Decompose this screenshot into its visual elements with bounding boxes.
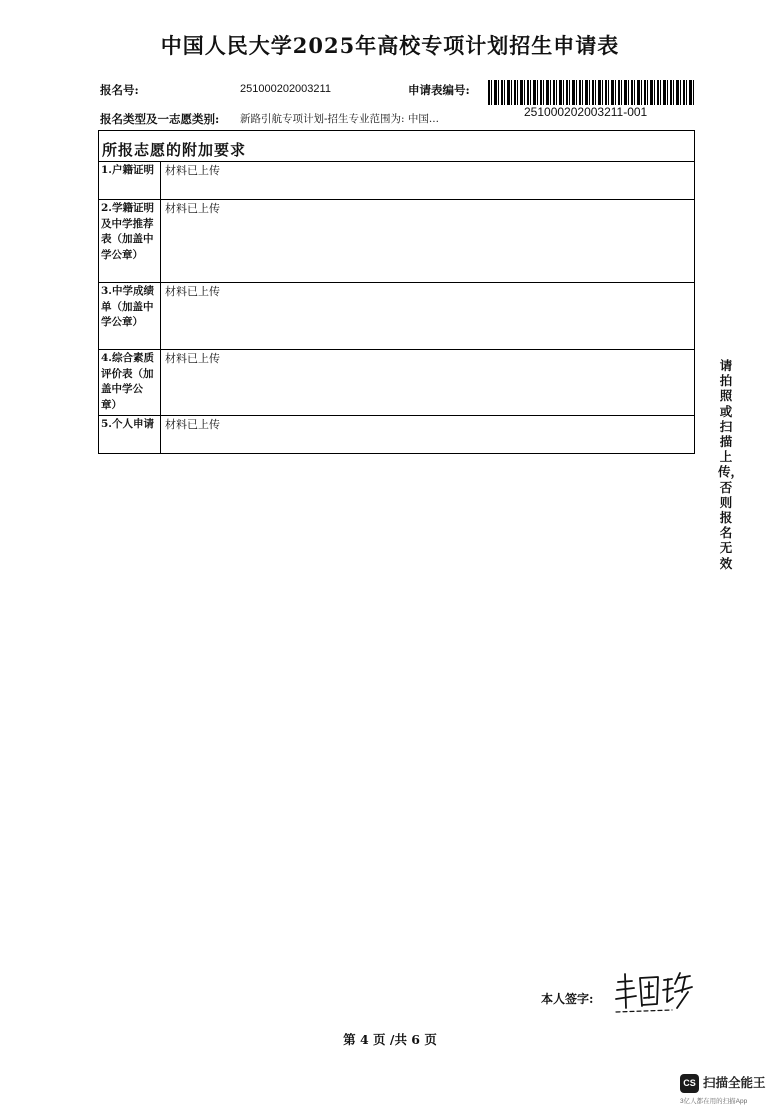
- scanner-watermark: [680, 1074, 776, 1110]
- row-label: 4.综合素质评价表（加盖中学公章）: [99, 350, 161, 415]
- registration-label: 报名号:: [100, 83, 139, 97]
- signature-label: 本人签字:: [541, 992, 594, 1006]
- table-row: [99, 162, 694, 200]
- row-label: 1.户籍证明: [99, 162, 161, 199]
- row-label: 3.中学成绩单（加盖中学公章）: [99, 283, 161, 349]
- category-label: 报名类型及一志愿类别:: [100, 112, 220, 126]
- page-indicator: 第 4 页 /共 6 页: [343, 1032, 437, 1047]
- application-no: 251000202003211-001: [524, 105, 648, 119]
- row-value: 材料已上传: [165, 418, 220, 431]
- table-row: [99, 416, 694, 453]
- category-value: 新路引航专项计划-招生专业范围为: 中国...: [240, 113, 439, 125]
- table-row: [99, 200, 694, 283]
- row-value: 材料已上传: [165, 352, 220, 365]
- registration-number: 251000202003211: [240, 83, 331, 95]
- scanner-app-name: 扫描全能王: [703, 1076, 766, 1090]
- upload-notice: 请拍照或扫描上传，否则报名无效: [718, 358, 744, 571]
- document-title: 中国人民大学2025年高校专项计划招生申请表: [160, 33, 620, 58]
- barcode: [488, 80, 696, 105]
- scanner-tagline: 3亿人都在用的扫描App: [680, 1098, 748, 1105]
- additional-requirements-table: [98, 130, 695, 454]
- handwritten-signature: [612, 968, 696, 1022]
- section-title: 所报志愿的附加要求: [99, 131, 694, 162]
- application-no-label: 申请表编号:: [408, 83, 470, 97]
- table-row: [99, 350, 694, 416]
- row-value: 材料已上传: [165, 202, 220, 215]
- camscanner-logo-icon: CS: [680, 1074, 699, 1093]
- table-row: [99, 283, 694, 350]
- row-value: 材料已上传: [165, 164, 220, 177]
- row-label: 2.学籍证明及中学推荐表（加盖中学公章）: [99, 200, 161, 282]
- row-value: 材料已上传: [165, 285, 220, 298]
- row-label: 5.个人申请: [99, 416, 161, 453]
